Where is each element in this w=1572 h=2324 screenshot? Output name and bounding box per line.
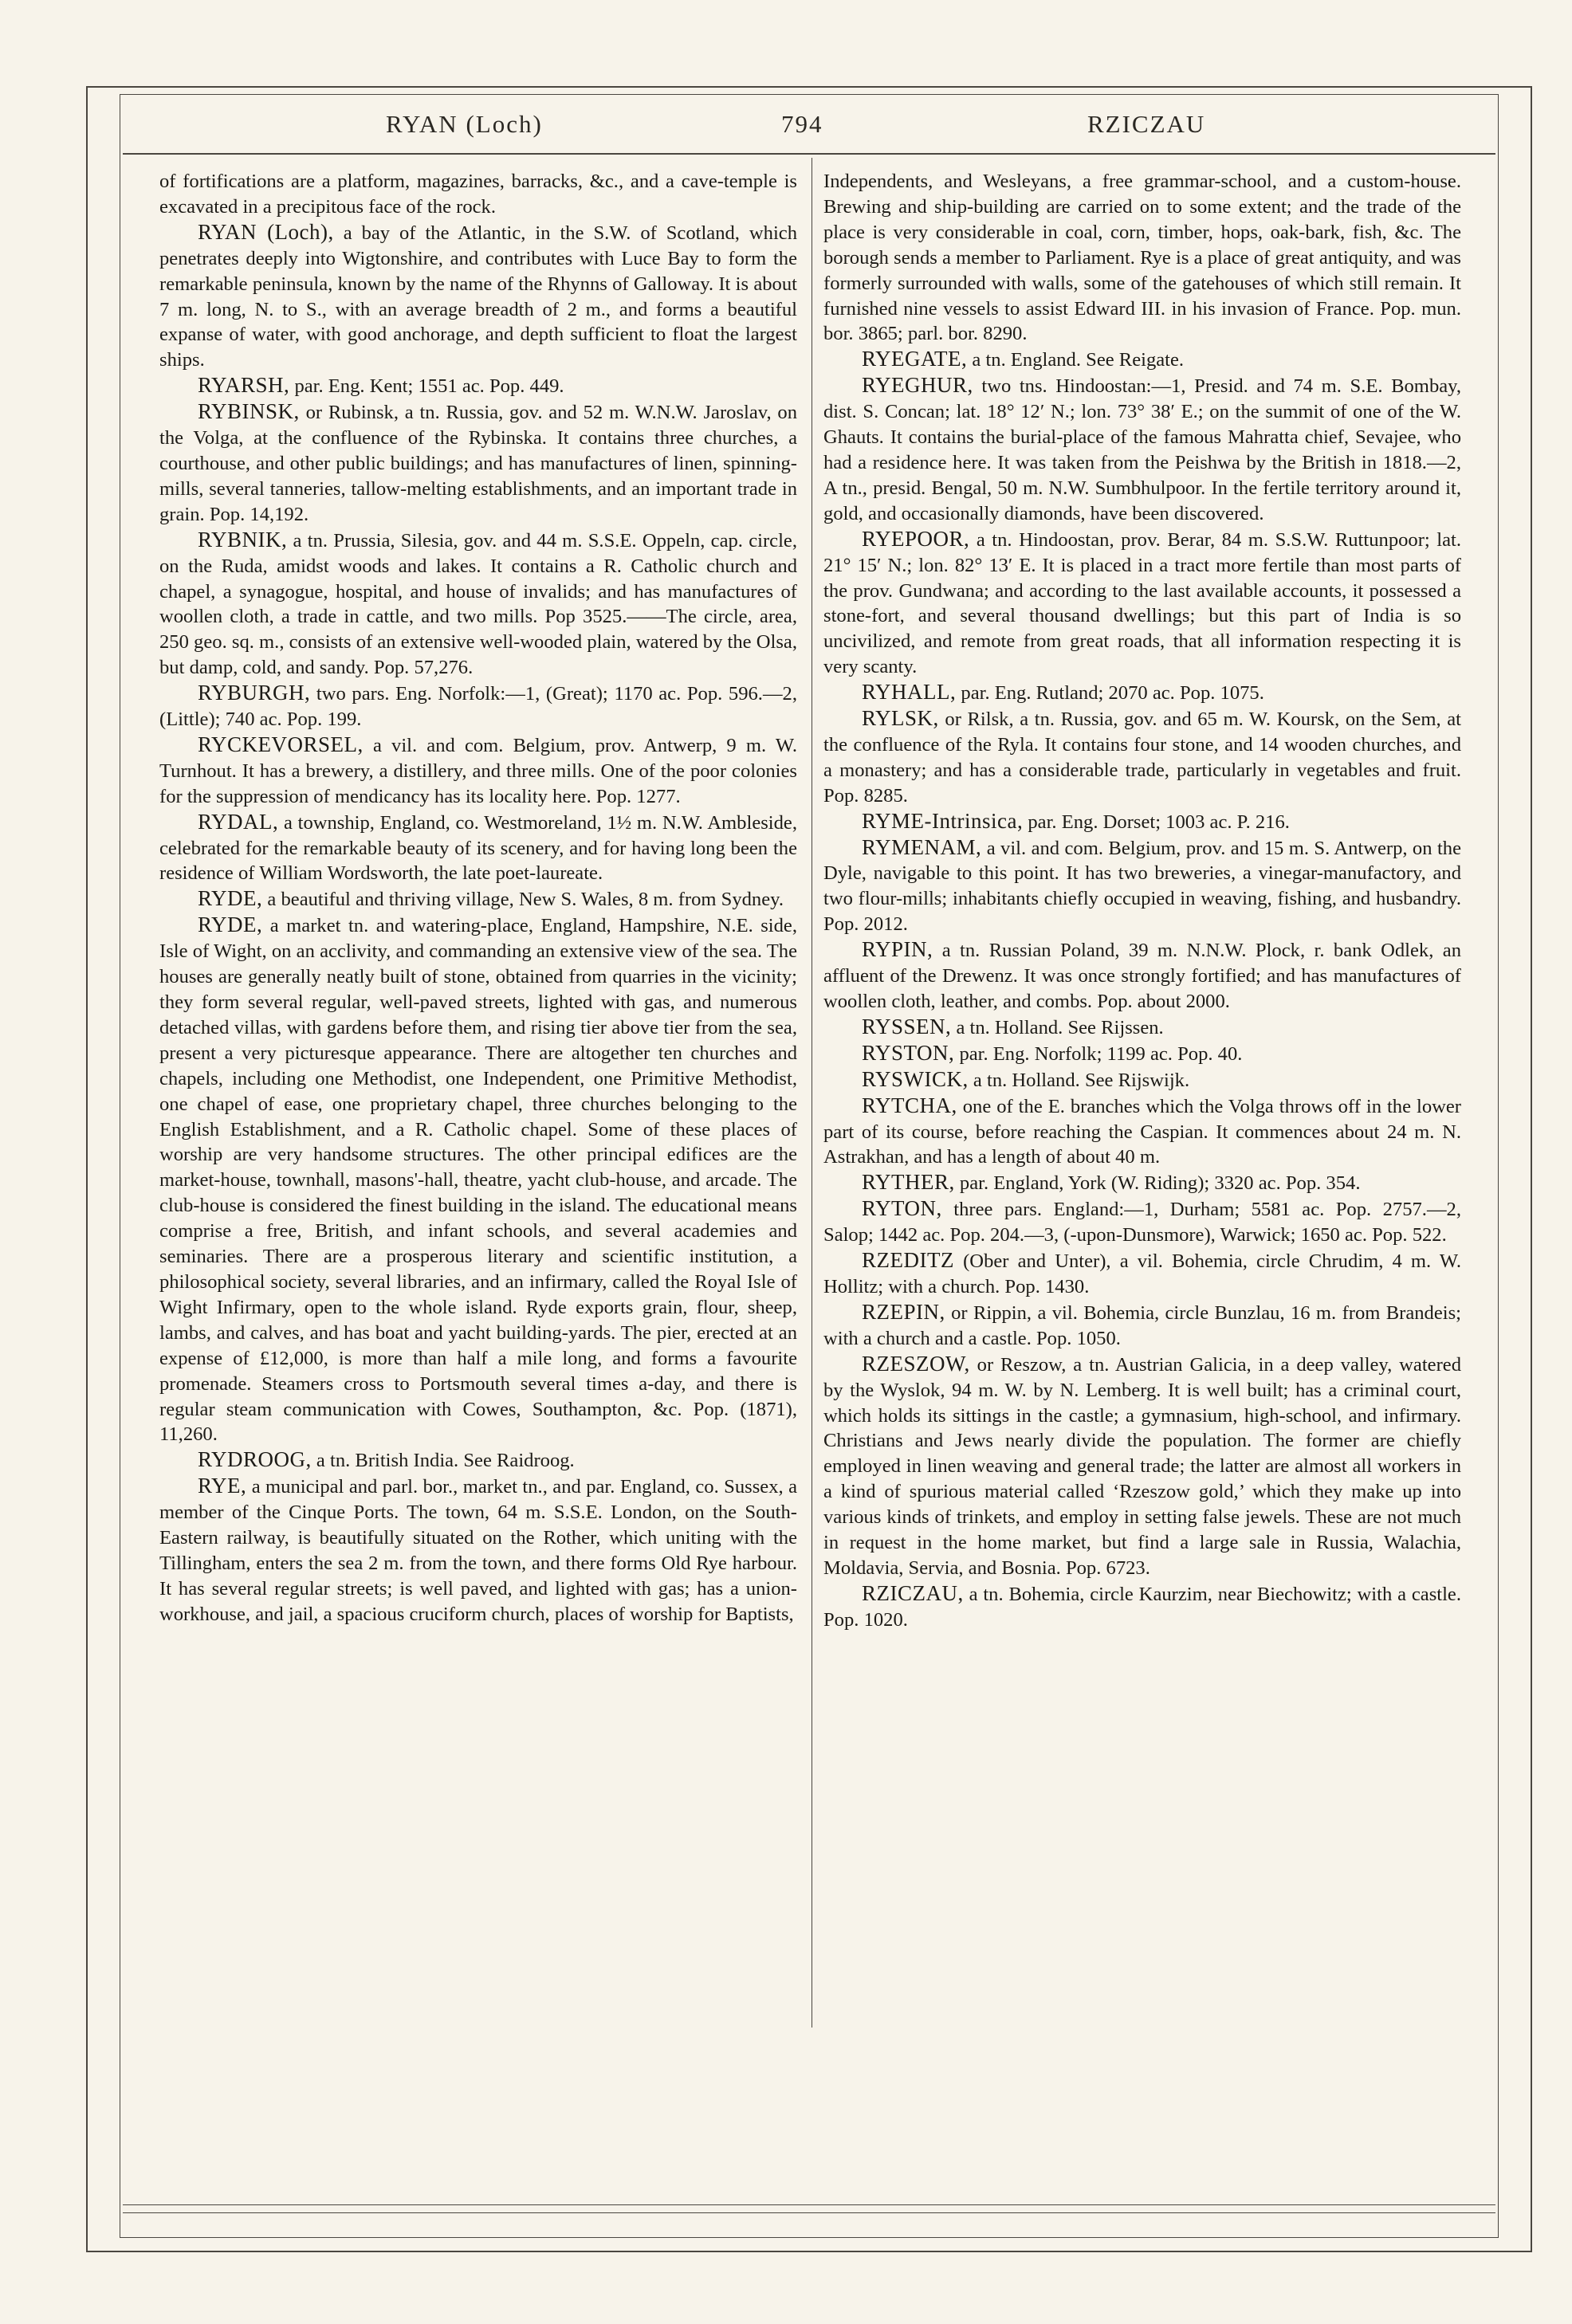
- gazetteer-entry: [823, 1170, 1461, 1196]
- running-header-right: RZICZAU: [1087, 110, 1206, 138]
- entry-continuation: [823, 169, 1461, 347]
- gazetteer-entry: [823, 680, 1461, 706]
- entry-headword: RYBURGH,: [198, 681, 311, 705]
- gazetteer-entry: [159, 399, 797, 528]
- entry-headword: RYMENAM,: [862, 834, 982, 859]
- entry-headword: RYE,: [198, 1474, 247, 1498]
- entry-text: a bay of the Atlantic, in the S.W. of Scotland, which penetrates deeply into Wigtonshire, and contributes with Luce Bay to form the remarkable peninsula, known by the name of the Rhynns of Galloway. It is about 7 m. long, N. to S., with an average breadth of 2 m., and forms a beautiful expanse of water, with good anchorage, and depth sufficient to float the largest ships.: [159, 222, 798, 371]
- entry-headword: RZICZAU,: [862, 1580, 964, 1605]
- running-header-left: RYAN (Loch): [386, 110, 543, 138]
- entry-headword: RZEDITZ: [862, 1248, 954, 1273]
- gazetteer-entry: [823, 527, 1461, 680]
- entry-continuation: [159, 169, 797, 220]
- gazetteer-entry: [823, 1352, 1461, 1581]
- entry-headword: RYSWICK,: [862, 1066, 969, 1091]
- header-rule: [123, 153, 1495, 155]
- gazetteer-entry: [159, 1474, 797, 1627]
- entry-text: a beautiful and thriving village, New S. Wales, 8 m. from Sydney.: [262, 889, 784, 911]
- gazetteer-entry: [823, 809, 1461, 835]
- entry-headword: RYME-Intrinsica,: [862, 808, 1024, 833]
- gazetteer-entry: [159, 810, 797, 887]
- gazetteer-entry: [159, 886, 797, 913]
- entry-headword: RZESZOW,: [862, 1351, 970, 1376]
- gazetteer-entry: [159, 732, 797, 810]
- entry-headword: RYEGATE,: [862, 347, 968, 371]
- entry-text: Independents, and Wesleyans, a free grammar-school, and a custom-house. Brewing and ship-building are carried on to some extent; and the trade of the place is very considerable in coal, corn, timber, hops, oak-bark, fish, &c. The borough sends a member to Parliament. Rye is a place of great antiquity, and was formerly surrounded with walls, some of the gatehouses of which still remain. It furnished nine vessels to assist Edward III. in his invasion of France. Pop. mun. bor. 3865; parl. bor. 8290.: [823, 171, 1461, 345]
- entry-headword: RYSSEN,: [862, 1014, 952, 1038]
- entry-headword: RYTHER,: [862, 1170, 955, 1195]
- entry-headword: RYDE,: [198, 886, 263, 911]
- entry-headword: RYDE,: [198, 913, 263, 937]
- entry-text: two tns. Hindoostan:—1, Presid. and 74 m. S.E. Bombay, dist. S. Concan; lat. 18° 12′ N.; lon. 73° 38′ E.; on the summit of one of the W. Ghauts. It contains the burial-place of the famous Mahratta chief, Sevajee, who had a residence here. It was taken from the Peishwa by the British in 1818.—2, A tn., presid. Bengal, 50 m. N.W. Sumbhulpoor. In the fertile territory around it, gold, and occasionally diamonds, have been discovered.: [823, 375, 1461, 524]
- entry-text: a tn. Hindoostan, prov. Berar, 84 m. S.S.W. Ruttunpoor; lat. 21° 15′ N.; lon. 82° 13′ E. It is placed in a tract more fertile than most parts of the prov. Gundwana; and according to the last available accounts, it possessed a stone-fort, and several thousand dwellings; but this part of India is so uncivilized, and remote from great roads, that all information respecting it is very scanty.: [823, 528, 1461, 678]
- gazetteer-entry: [159, 681, 797, 732]
- entry-text: two pars. Eng. Norfolk:—1, (Great); 1170 ac. Pop. 596.—2, (Little); 740 ac. Pop. 199.: [159, 683, 797, 731]
- entry-headword: RYAN (Loch),: [198, 219, 334, 244]
- gazetteer-entry: [823, 1015, 1461, 1041]
- entry-headword: RYSTON,: [862, 1040, 955, 1065]
- gazetteer-entry: [823, 835, 1461, 938]
- entry-text: a tn. Bohemia, circle Kaurzim, near Biechowitz; with a castle. Pop. 1020.: [823, 1583, 1461, 1631]
- entry-text: or Reszow, a tn. Austrian Galicia, in a deep valley, watered by the Wyslok, 94 m. W. by N. Lemberg. It is well built; has a criminal court, which holds its sittings in the castle; a gymnasium, high-school, and infirmary. Christians and Jews nearly divide the population. The former are chiefly employed in linen weaving and general trade; the latter are almost all workers in a kind of spurious material called ‘Rzeszow gold,’ which they make up into various kinds of trinkets, and employ in setting false jewels. These are not much in request in the home market, but find a large sale in Russia, Walachia, Moldavia, Servia, and Bosnia. Pop. 6723.: [823, 1353, 1461, 1579]
- gazetteer-entry: [823, 373, 1461, 526]
- entry-headword: RYTCHA,: [862, 1093, 957, 1117]
- gazetteer-entry: [159, 528, 797, 681]
- left-column: [159, 169, 797, 1627]
- gazetteer-entry: [159, 373, 797, 399]
- entry-text: a municipal and parl. bor., market tn., and par. England, co. Sussex, a member of the Cinque Ports. The town, 64 m. S.S.E. London, on the South-Eastern railway, is beautifully situated on the Rother, which uniting with the Tillingham, enters the sea 2 m. from the town, and there forms Old Rye harbour. It has several regular streets; is well paved, and lighted with gas; has a union-workhouse, and jail, a spacious cruciform church, places of worship for Baptists,: [159, 1476, 797, 1625]
- entry-text: a township, England, co. Westmoreland, 1½ m. N.W. Ambleside, celebrated for the remarkable beauty of its scenery, and for having long been the residence of William Wordsworth, the late poet-laureate.: [159, 811, 797, 885]
- entry-text: or Rilsk, a tn. Russia, gov. and 65 m. W. Koursk, on the Sem, at the confluence of the Ryla. It contains four stone, and 14 wooden churches, and a monastery; and has a considerable trade, particularly in vegetables and fruit. Pop. 8285.: [823, 709, 1461, 807]
- entry-text: par. Eng. Norfolk; 1199 ac. Pop. 40.: [954, 1042, 1243, 1065]
- entry-text: a tn. British India. See Raidroog.: [311, 1450, 575, 1472]
- footer-rule: [123, 2204, 1495, 2205]
- entry-text: or Rippin, a vil. Bohemia, circle Bunzlau, 16 m. from Brandeis; with a church and a castle. Pop. 1050.: [823, 1301, 1461, 1349]
- gazetteer-entry: [823, 1093, 1461, 1171]
- footer-rule-double: [123, 2212, 1495, 2213]
- entry-text: a tn. England. See Reigate.: [967, 349, 1185, 371]
- gazetteer-entry: [823, 1248, 1461, 1300]
- entry-text: a tn. Holland. See Rijssen.: [951, 1016, 1164, 1038]
- entry-text: par. England, York (W. Riding); 3320 ac. Pop. 354.: [954, 1172, 1361, 1195]
- entry-text: par. Eng. Dorset; 1003 ac. P. 216.: [1023, 811, 1290, 833]
- entry-text: or Rubinsk, a tn. Russia, gov. and 52 m. W.N.W. Jaroslav, on the Volga, at the confluence of the Rybinska. It contains three churches, a courthouse, and other public buildings; and has manufactures of linen, spinning-mills, several tanneries, tallow-melting establishments, and an important trade in grain. Pop. 14,192.: [159, 402, 797, 525]
- entry-text: par. Eng. Kent; 1551 ac. Pop. 449.: [289, 375, 564, 398]
- entry-headword: RYDROOG,: [198, 1447, 312, 1472]
- entry-text: a vil. and com. Belgium, prov. Antwerp, 9 m. W. Turnhout. It has a brewery, a distillery, and three mills. One of the poor colonies for the suppression of mendicancy has its locality here. Pop. 1277.: [159, 734, 797, 807]
- entry-headword: RYCKEVORSEL,: [198, 732, 364, 756]
- gazetteer-entry: [159, 1447, 797, 1474]
- entry-headword: RYPIN,: [862, 937, 933, 962]
- right-column: [823, 169, 1461, 1633]
- gazetteer-entry: [159, 913, 797, 1447]
- entry-headword: RYEPOOR,: [862, 526, 970, 551]
- entry-text: three pars. England:—1, Durham; 5581 ac. Pop. 2757.—2, Salop; 1442 ac. Pop. 204.—3, (-upon-Dunsmore), Warwick; 1650 ac. Pop. 522.: [823, 1199, 1461, 1246]
- entry-text: a vil. and com. Belgium, prov. and 15 m. S. Antwerp, on the Dyle, navigable to this point. It has two breweries, a vinegar-manufactory, and two flour-mills; inhabitants chiefly occupied in weaving, fishing, and husbandry. Pop. 2012.: [823, 837, 1461, 936]
- entry-text: a tn. Prussia, Silesia, gov. and 44 m. S.S.E. Oppeln, cap. circle, on the Ruda, amidst woods and lakes. It contains a R. Catholic church and chapel, a synagogue, hospital, and house of invalids; and has manufactures of woollen cloth, a trade in cattle, and two mills. Pop 3525.——The circle, area, 250 geo. sq. m., consists of an extensive well-wooded plain, watered by the Olsa, but damp, cold, and sandy. Pop. 57,276.: [159, 529, 797, 679]
- gazetteer-entry: [823, 1041, 1461, 1067]
- gazetteer-entry: [823, 706, 1461, 809]
- gazetteer-entry: [823, 937, 1461, 1015]
- entry-text: par. Eng. Rutland; 2070 ac. Pop. 1075.: [956, 682, 1264, 705]
- entry-text: a tn. Russian Poland, 39 m. N.N.W. Plock, r. bank Odlek, an affluent of the Drewenz. It was once strongly fortified; and has manufactures of woollen cloth, leather, and combs. Pop. about 2000.: [823, 940, 1461, 1012]
- entry-headword: RZEPIN,: [862, 1299, 945, 1324]
- gazetteer-entry: [823, 1067, 1461, 1093]
- entry-headword: RYHALL,: [862, 680, 957, 705]
- entry-text: of fortifications are a platform, magazines, barracks, &c., and a cave-temple is excavated in a precipitous face of the rock.: [159, 171, 797, 218]
- entry-headword: RYBINSK,: [198, 399, 300, 424]
- page-number: 794: [781, 110, 823, 138]
- entry-text: a tn. Holland. See Rijswijk.: [968, 1069, 1190, 1091]
- gazetteer-entry: [823, 347, 1461, 373]
- entry-text: one of the E. branches which the Volga throws off in the lower part of its course, before reaching the Caspian. It commences about 24 m. N. Astrakhan, and has a length of about 40 m.: [823, 1095, 1461, 1168]
- entry-text: (Ober and Unter), a vil. Bohemia, circle Chrudim, 4 m. W. Hollitz; with a church. Pop. 1430.: [823, 1250, 1461, 1297]
- gazetteer-entry: [823, 1300, 1461, 1352]
- entry-headword: RYLSK,: [862, 706, 939, 731]
- entry-headword: RYARSH,: [198, 373, 290, 398]
- entry-headword: RYDAL,: [198, 809, 279, 834]
- entry-text: a market tn. and watering-place, England, Hampshire, N.E. side, Isle of Wight, on an acclivity, and commanding an extensive view of the sea. The houses are generally neatly built of stone, obtained from quarries in the vicinity; they form several regular, well-paved streets, lighted with gas, and numerous detached villas, with gardens before them, and rising tier above tier from the sea, present a very picturesque appearance. There are altogether ten churches and chapels, including one Methodist, one Independent, one Primitive Methodist, one chapel of ease, one proprietary chapel, three churches belonging to the English Establishment, and a R. Catholic chapel. Some of these places of worship are very handsome structures. The other principal edifices are the market-house, townhall, masons'-hall, theatre, yacht club-house, and arcade. The club-house is considered the finest building in the island. The educational means comprise a free, British, and infant schools, and several academies and seminaries. There are a prosperous literary and scientific institution, a philosophical society, several libraries, and an infirmary, called the Royal Isle of Wight Infirmary, open to the whole island. Ryde exports grain, flour, sheep, lambs, and calves, and has boat and yacht building-yards. The pier, erected at an expense of £12,000, is more than half a mile long, and forms a favourite promenade. Steamers cross to Portsmouth several times a-day, and there is regular steam communication with Cowes, Southampton, &c. Pop. (1871), 11,260.: [159, 915, 797, 1446]
- gazetteer-entry: [159, 220, 797, 373]
- entry-headword: RYTON,: [862, 1196, 942, 1221]
- gazetteer-entry: [823, 1196, 1461, 1248]
- entry-headword: RYBNIK,: [198, 527, 288, 552]
- gazetteer-entry: [823, 1581, 1461, 1633]
- entry-headword: RYEGHUR,: [862, 373, 973, 398]
